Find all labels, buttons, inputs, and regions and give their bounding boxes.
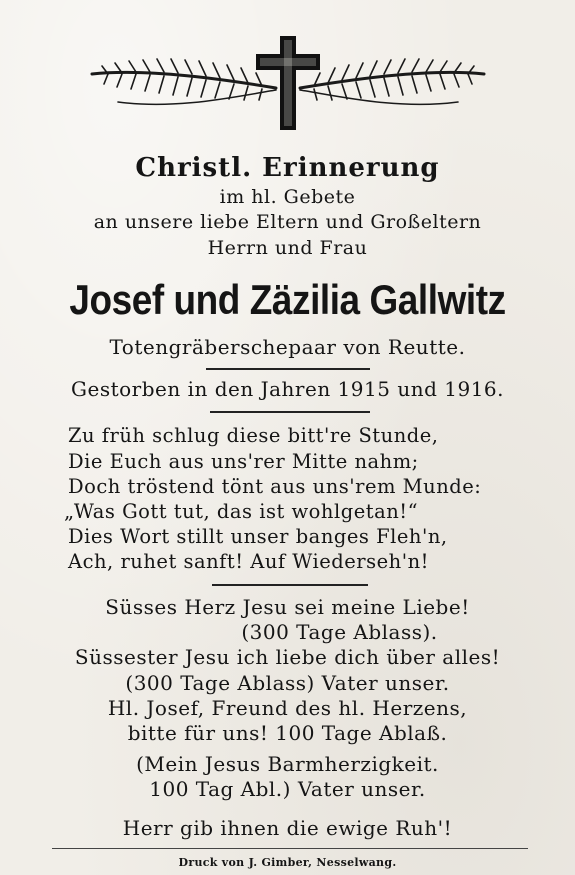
deceased-names: Josef und Zäzilia Gallwitz <box>69 276 506 323</box>
divider-lower <box>212 584 368 586</box>
verse-line: Doch tröstend tönt aus uns'rem Munde: <box>68 475 482 498</box>
prayer-line: (300 Tage Ablass) Vater unser. <box>125 671 450 695</box>
verse-line: „Was Gott tut, das ist wohlgetan!“ <box>64 500 419 523</box>
closing-line: Herr gib ihnen die ewige Ruh'! <box>122 816 453 840</box>
prayer-line: (300 Tage Ablass). <box>241 620 438 644</box>
verse-line: Zu früh schlug diese bitt're Stunde, <box>68 424 439 447</box>
dedication-line-herr-frau: Herrn und Frau <box>207 237 368 259</box>
printer-credit: Druck von J. Gimber, Nesselwang. <box>178 856 397 869</box>
verse-line: Die Euch aus uns'rer Mitte nahm; <box>68 450 419 473</box>
occupation-line: Totengräberschepaar von Reutte. <box>109 335 466 359</box>
prayer-line: Süssester Jesu ich liebe dich über alles! <box>74 645 501 669</box>
prayer-line: 100 Tag Abl.) Vater unser. <box>149 777 426 801</box>
verse-line: Ach, ruhet sanft! Auf Wiederseh'n! <box>68 550 429 573</box>
prayer-line: (Mein Jesus Barmherzigkeit. <box>136 752 439 776</box>
divider-middle <box>210 411 370 413</box>
footer-divider <box>52 848 528 849</box>
verse-line: Dies Wort stillt unser banges Fleh'n, <box>68 525 448 548</box>
divider-top <box>206 368 370 370</box>
prayer-line: Süsses Herz Jesu sei meine Liebe! <box>105 595 470 619</box>
prayer-line: Hl. Josef, Freund des hl. Herzens, <box>107 696 468 720</box>
card-title: Christl. Erinnerung <box>135 153 440 183</box>
death-years-line: Gestorben in den Jahren 1915 und 1916. <box>71 377 504 401</box>
cross-with-palm-fronds-icon <box>88 30 488 140</box>
prayer-line: bitte für uns! 100 Tage Ablaß. <box>127 721 448 745</box>
dedication-line-prayer: im hl. Gebete <box>219 186 356 208</box>
dedication-line-parents: an unsere liebe Eltern und Großeltern <box>93 211 482 233</box>
